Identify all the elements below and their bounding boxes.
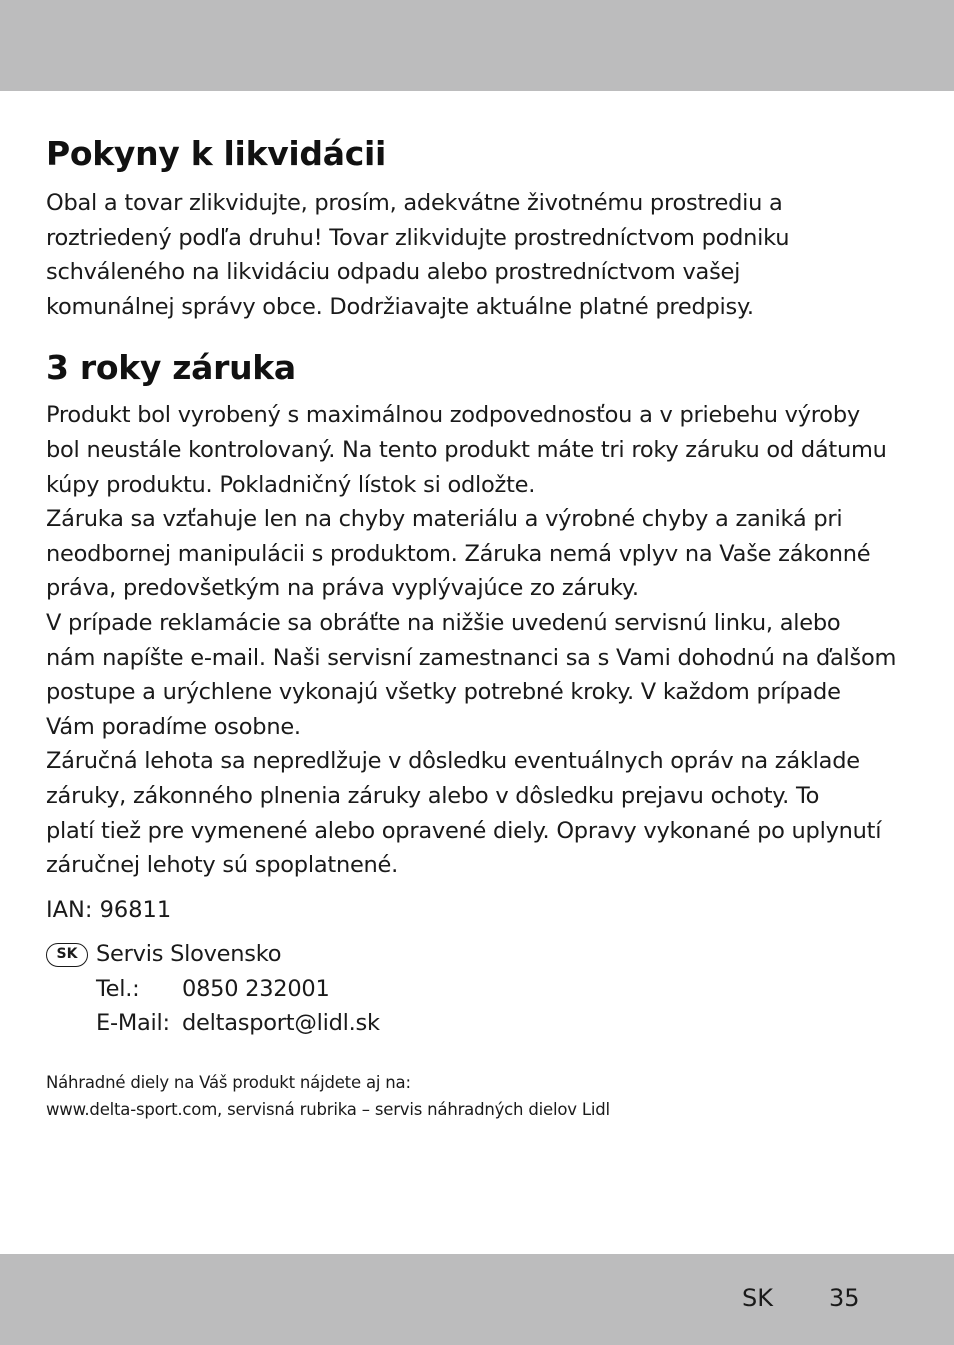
service-email-row	[46, 1006, 916, 1041]
email-value: deltasport@lidl.sk	[182, 1010, 380, 1037]
text-line: Záruka sa vzťahuje len na chyby materiálu a výrobné chyby a zaniká pri	[46, 506, 843, 533]
text-line: roztriedený podľa druhu! Tovar zlikvidujte prostredníctvom podniku	[46, 224, 790, 251]
spare-parts-link-line: www.delta-sport.com, servisná rubrika – servis náhradných dielov Lidl	[46, 1100, 610, 1120]
text-line: kúpy produktu. Pokladničný lístok si odložte.	[46, 471, 536, 498]
warranty-paragraph-3	[46, 606, 916, 744]
text-line: komunálnej správy obce. Dodržiavajte aktuálne platné predpisy.	[46, 293, 754, 320]
text-line: Produkt bol vyrobený s maximálnou zodpovednosťou a v priebehu výroby	[46, 402, 860, 429]
text-line: záručnej lehoty sú spoplatnené.	[46, 852, 399, 879]
service-name-row	[46, 937, 916, 972]
page-content	[46, 132, 916, 1123]
page-number: 35	[829, 1284, 860, 1312]
warranty-paragraph-4	[46, 744, 916, 882]
service-name: Servis Slovensko	[96, 941, 282, 968]
spare-parts-note	[46, 1069, 916, 1123]
footer-bar	[0, 1254, 954, 1345]
warranty-heading: 3 roky záruka	[46, 348, 296, 388]
service-tel-row	[46, 972, 916, 1007]
tel-label: Tel.:	[96, 975, 140, 1002]
text-line: Vám poradíme osobne.	[46, 713, 301, 740]
text-line: Záručná lehota sa nepredlžuje v dôsledku eventuálnych opráv na základe	[46, 748, 860, 775]
disposal-heading: Pokyny k likvidácii	[46, 134, 387, 173]
warranty-paragraph-2	[46, 502, 916, 606]
tel-value: 0850 232001	[182, 975, 330, 1002]
email-label: E-Mail:	[96, 1010, 170, 1037]
text-line: bol neustále kontrolovaný. Na tento produkt máte tri roky záruku od dátumu	[46, 436, 887, 463]
disposal-paragraph	[46, 186, 916, 324]
ian-number: IAN: 96811	[46, 896, 172, 923]
text-line: postupe a urýchlene vykonajú všetky potrebné kroky. V každom prípade	[46, 679, 841, 706]
footer-language: SK	[742, 1284, 773, 1312]
text-line: neodbornej manipulácii s produktom. Záruka nemá vplyv na Vaše zákonné	[46, 540, 871, 567]
text-line: záruky, zákonného plnenia záruky alebo v dôsledku prejavu ochoty. To	[46, 782, 820, 809]
text-line: schváleného na likvidáciu odpadu alebo prostredníctvom vašej	[46, 259, 741, 286]
text-line: Obal a tovar zlikvidujte, prosím, adekvátne životnému prostrediu a	[46, 190, 783, 216]
text-line: V prípade reklamácie sa obráťte na nižšie uvedenú servisnú linku, alebo	[46, 609, 841, 636]
spare-parts-line: Náhradné diely na Váš produkt nájdete aj na:	[46, 1073, 411, 1093]
header-bar	[0, 0, 954, 91]
service-contact	[46, 937, 916, 1041]
text-line: platí tiež pre vymenené alebo opravené diely. Opravy vykonané po uplynutí	[46, 817, 882, 844]
text-line: práva, predovšetkým na práva vyplývajúce zo záruky.	[46, 575, 639, 602]
warranty-paragraph-1	[46, 398, 916, 502]
text-line: nám napíšte e-mail. Naši servisní zamestnanci sa s Vami dohodnú na ďalšom	[46, 644, 897, 671]
country-badge-icon: SK	[46, 943, 88, 967]
